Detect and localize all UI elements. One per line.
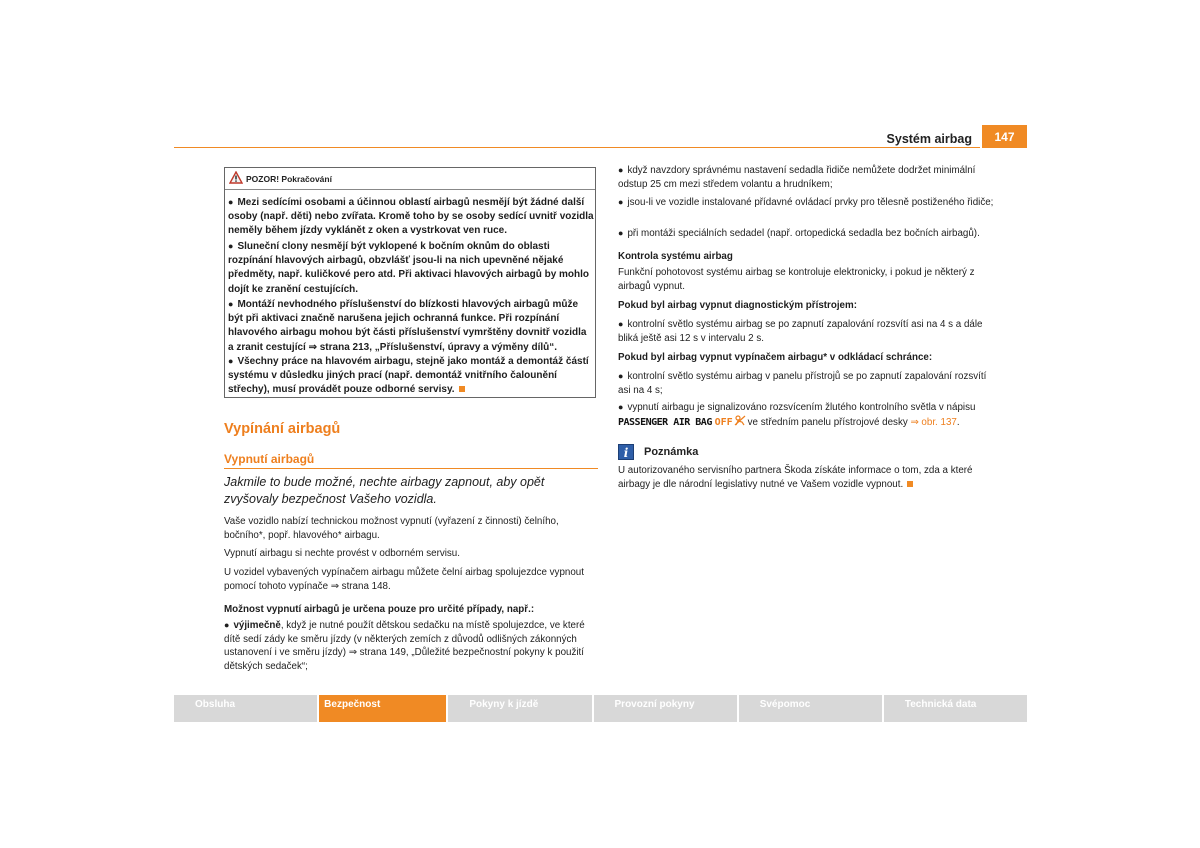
- header-rule: [174, 147, 980, 148]
- list-item: ● jsou-li ve vozidle instalované přídavné ovládací prvky pro tělesně postiženého řidiče;: [618, 197, 994, 208]
- page-header-title: Systém airbag: [886, 132, 972, 146]
- bold-paragraph: Možnost vypnutí airbagů je určena pouze pro určité případy, např.:: [224, 604, 535, 615]
- subsection-title: Vypnutí airbagů: [224, 452, 315, 466]
- bullet-icon: ●: [618, 371, 624, 381]
- list-item: ● když navzdory správnému nastavení sedadla řidiče nemůžete dodržet minimální odstup 25 cm mezi středem volantu a hrudníkem;: [618, 165, 976, 190]
- airbag-off-icon: [733, 417, 748, 428]
- bullet-icon: ●: [228, 356, 234, 366]
- paragraph: Vaše vozidlo nabízí technickou možnost vypnutí (vyřazení z činnosti) čelního, bočního*, popř. hlavového* airbagu.: [224, 516, 559, 541]
- paragraph: Vypnutí airbagu si nechte provést v odborném servisu.: [224, 548, 460, 559]
- switch-heading: Pokud byl airbag vypnut vypínačem airbagu* v odkládací schránce:: [618, 352, 933, 363]
- warning-item: ● Montáží nevhodného příslušenství do blízkosti hlavových airbagů může být při aktivaci značně narušena jejich ochranná funkce. Při rozpínání hlavového airbagu mohou být části příslušenství vymrštěny dovnitř vozidla a zranit cestující ⇒ strana 213, „Příslušenství, úpravy a výměny dílů“.: [228, 299, 587, 353]
- bullet-icon: ●: [228, 241, 234, 251]
- list-item: ● kontrolní světlo systému airbag v panelu přístrojů se po zapnutí zapalování rozsvítí asi na 4 s;: [618, 371, 987, 396]
- control-heading: Kontrola systému airbag: [618, 251, 733, 262]
- list-item: ● při montáži speciálních sedadel (např. ortopedická sedadla bez bočních airbagů).: [618, 228, 980, 239]
- nav-tab-bezpecnost[interactable]: Bezpečnost: [319, 695, 446, 722]
- bullet-icon: ●: [228, 197, 234, 207]
- warning-item: ● Mezi sedícími osobami a účinnou oblastí airbagů nesmějí být žádné další osoby (např. děti) nebo zvířata. Kromě toho by se osoby sedící uvnitř vozidla neměly během jízdy vyklánět z oken a vystrkovat ven ruce.: [228, 197, 594, 237]
- bullet-icon: ●: [618, 402, 624, 412]
- nav-tab-obsluha[interactable]: Obsluha: [174, 695, 317, 722]
- intro-text: Jakmile to bude možné, nechte airbagy zapnout, aby opět zvyšovaly bezpečnost Vašeho vozidla.: [224, 475, 545, 506]
- chapter-nav: [174, 695, 1027, 722]
- warning-heading: POZOR! Pokračování: [246, 174, 332, 184]
- diag-heading: Pokud byl airbag vypnut diagnostickým přístrojem:: [618, 300, 857, 311]
- section-title: Vypínání airbagů: [224, 421, 341, 437]
- bullet-icon: ●: [618, 165, 624, 175]
- list-item: ● kontrolní světlo systému airbag se po zapnutí zapalování rozsvítí asi na 4 s a dále bliká ještě asi 12 s v intervalu 2 s.: [618, 319, 983, 344]
- warning-item: ● Všechny práce na hlavovém airbagu, stejně jako montáž a demontáž částí systému v důsledku jiných prací (např. demontáž vnitřního čalounění střechy), musí provádět pouze odborné servisy.: [228, 356, 589, 396]
- list-item: ● výjimečně, když je nutné použít dětskou sedačku na místě spolujezdce, ve které dítě sedí zády ke směru jízdy (v některých zemích z důvodů odlišných zákonných ustanovení i ve směru jízdy) ⇒ strana 149, „Důležité bezpečnostní pokyny k použití dětských sedaček“;: [224, 620, 585, 672]
- end-marker-icon: [459, 386, 465, 392]
- bullet-icon: ●: [618, 197, 624, 207]
- warning-triangle-icon: [229, 171, 243, 189]
- nav-tab-provozni-pokyny[interactable]: Provozní pokyny: [594, 695, 737, 722]
- warning-box: [224, 167, 596, 398]
- bullet-icon: ●: [228, 299, 234, 309]
- subsection-rule: [224, 468, 598, 469]
- info-icon: i: [618, 444, 634, 460]
- figure-reference-link[interactable]: ⇒ obr. 137: [910, 416, 957, 428]
- warning-header: [225, 168, 595, 190]
- airbag-off-label: OFF: [714, 416, 733, 428]
- bullet-icon: ●: [618, 228, 624, 238]
- bullet-icon: ●: [224, 620, 230, 630]
- passenger-airbag-label: PASSENGER AIR BAG: [618, 416, 712, 428]
- bullet-icon: ●: [618, 319, 624, 329]
- paragraph: Funkční pohotovost systému airbag se kontroluje elektronicky, i pokud je některý z airbagů vypnut.: [618, 267, 975, 292]
- page-number: 147: [982, 125, 1027, 148]
- warning-item: ● Sluneční clony nesmějí být vyklopené k bočním oknům do oblasti rozpínání hlavových airbagů, obzvlášť jsou-li na nich upevněné nějaké předměty, např. kuličkové pero atd. Při aktivaci hlavových airbagů by mohlo dojít ke zranění cestujících.: [228, 241, 590, 295]
- nav-tab-pokyny-k-jizde[interactable]: Pokyny k jízdě: [448, 695, 591, 722]
- nav-tab-technicka-data[interactable]: Technická data: [884, 695, 1027, 722]
- note-text: U autorizovaného servisního partnera Škoda získáte informace o tom, zda a které airbagy je dle národní legislativy nutné ve Vašem vozidle vypnout.: [618, 465, 973, 490]
- end-marker-icon: [907, 481, 913, 487]
- paragraph: U vozidel vybavených vypínačem airbagu můžete čelní airbag spolujezdce vypnout pomocí tohoto vypínače ⇒ strana 148.: [224, 567, 584, 592]
- nav-tab-svepomoc[interactable]: Svépomoc: [739, 695, 882, 722]
- note-heading: Poznámka: [644, 446, 699, 458]
- note-heading-row: [618, 444, 818, 462]
- list-item: ● vypnutí airbagu je signalizováno rozsvícením žlutého kontrolního světla v nápisu PASSENGER AIR BAG OFF ve středním panelu přístrojové desky ⇒ obr. 137.: [618, 402, 976, 428]
